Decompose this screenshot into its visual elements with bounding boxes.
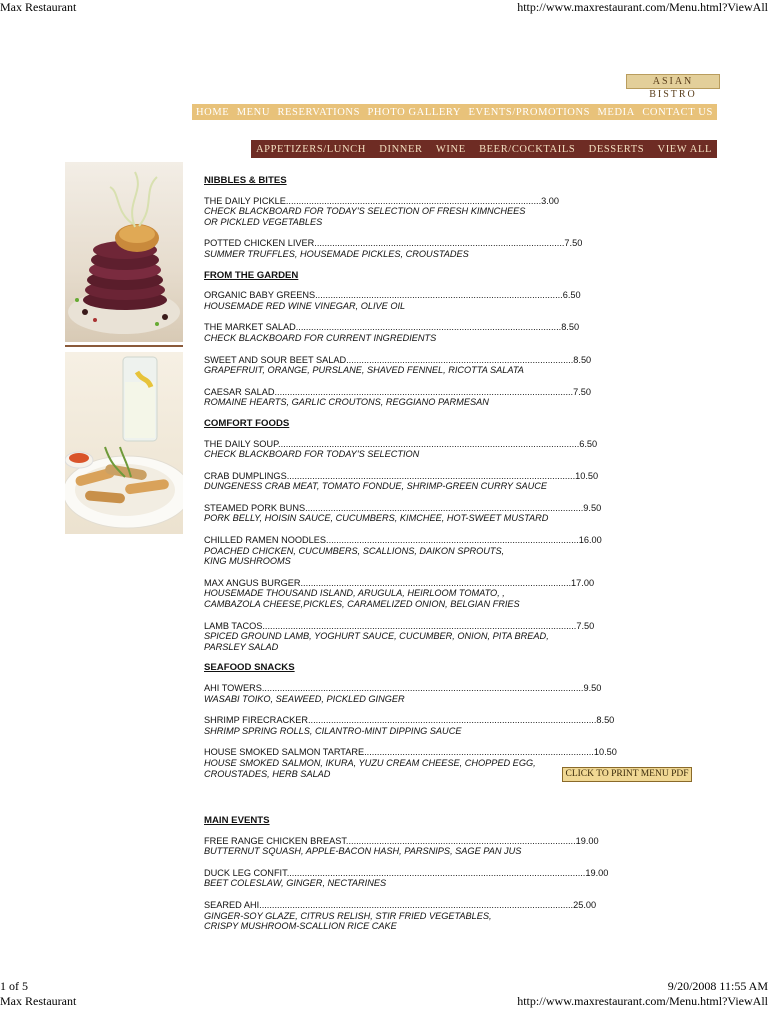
subnav-appetizers-lunch[interactable]: APPETIZERS/LUNCH [256, 143, 366, 155]
menu-item [204, 503, 624, 524]
menu-item [204, 535, 624, 567]
item-name-price: HOUSE SMOKED SALMON TARTARE..........................................................................................10.50 [204, 747, 617, 758]
menu-item [204, 868, 624, 889]
section-title: MAIN EVENTS [204, 815, 270, 826]
print-footer-title: Max Restaurant [0, 994, 77, 1008]
item-description: BEET COLESLAW, GINGER, NECTARINES [204, 878, 387, 889]
menu-item [204, 900, 624, 932]
item-description: HOUSEMADE THOUSAND ISLAND, ARUGULA, HEIRLOOM TOMATO, , [204, 588, 505, 599]
item-name-price: FREE RANGE CHICKEN BREAST..........................................................................................19.00 [204, 835, 599, 846]
item-name-price: AHI TOWERS..............................................................................................................................9.50 [204, 683, 602, 693]
item-description: CAMBAZOLA CHEESE,PICKLES, CARAMELIZED ONION, BELGIAN FRIES [204, 599, 520, 610]
menu-item [204, 578, 624, 610]
subnav-view-all[interactable]: VIEW ALL [657, 143, 712, 155]
item-name-price: SEARED AHI...........................................................................................................................25.00 [204, 899, 597, 910]
item-description: DUNGENESS CRAB MEAT, TOMATO FONDUE, SHRIMP-GREEN CURRY SAUCE [204, 481, 548, 492]
section-title: NIBBLES & BITES [204, 175, 287, 186]
menu-item [204, 471, 624, 492]
subnav-beer-cocktails[interactable]: BEER/COCKTAILS [479, 143, 576, 155]
menu-item [204, 683, 624, 704]
nav-reservations[interactable]: RESERVATIONS [277, 106, 361, 118]
item-description: CROUSTADES, HERB SALAD [204, 768, 331, 779]
nav-media[interactable]: MEDIA [597, 106, 635, 118]
item-description: WASABI TOIKO, SEAWEED, PICKLED GINGER [204, 693, 405, 704]
item-description: CHECK BLACKBOARD FOR TODAY'S SELECTION [204, 449, 420, 460]
menu-item [204, 387, 624, 408]
item-name-price: STEAMED PORK BUNS.............................................................................................................9.50 [204, 502, 602, 513]
item-name-price: THE DAILY SOUP......................................................................................................................6.50 [204, 438, 598, 449]
item-name-price: CHILLED RAMEN NOODLES...................................................................................................16.00 [204, 535, 602, 546]
item-name-price: THE MARKET SALAD........................................................................................................8.50 [204, 322, 580, 333]
item-name-price: SHRIMP FIRECRACKER.................................................................................................................8.50 [204, 715, 615, 726]
item-description: HOUSEMADE RED WINE VINEGAR, OLIVE OIL [204, 300, 406, 311]
main-nav [192, 104, 717, 120]
item-description: CRISPY MUSHROOM-SCALLION RICE CAKE [204, 921, 397, 932]
nav-contact-us[interactable]: CONTACT US [642, 106, 713, 118]
item-description: PARSLEY SALAD [204, 641, 279, 652]
nav-home[interactable]: HOME [196, 106, 230, 118]
menu-item [204, 836, 624, 857]
nav-photo-gallery[interactable]: PHOTO GALLERY [367, 106, 462, 118]
item-name-price: SWEET AND SOUR BEET SALAD.........................................................................................8.50 [204, 354, 592, 365]
photo-divider [65, 345, 183, 347]
item-name-price: THE DAILY PICKLE....................................................................................................3.00 [204, 195, 560, 206]
main-events-content [204, 816, 624, 943]
subnav-dinner[interactable]: DINNER [379, 143, 423, 155]
item-description: PORK BELLY, HOISIN SAUCE, CUCUMBERS, KIMCHEE, HOT-SWEET MUSTARD [204, 513, 549, 524]
item-description: OR PICKLED VEGETABLES [204, 216, 323, 227]
item-description: CHECK BLACKBOARD FOR CURRENT INGREDIENTS [204, 332, 437, 343]
item-name-price: ORGANIC BABY GREENS.................................................................................................6.50 [204, 290, 581, 301]
item-name-price: CRAB DUMPLINGS.................................................................................................................10.50 [204, 470, 599, 481]
item-description: GINGER-SOY GLAZE, CITRUS RELISH, STIR FRIED VEGETABLES, [204, 910, 492, 921]
menu-item [204, 355, 624, 376]
print-footer-page-count: 1 of 5 [0, 979, 28, 993]
item-description: GRAPEFRUIT, ORANGE, PURSLANE, SHAVED FENNEL, RICOTTA SALATA [204, 365, 524, 376]
item-description: POACHED CHICKEN, CUCUMBERS, SCALLIONS, DAIKON SPROUTS, [204, 545, 505, 556]
item-name-price: LAMB TACOS...........................................................................................................................7.50 [204, 620, 595, 631]
menu-item [204, 715, 624, 736]
nav-events-promotions[interactable]: EVENTS/PROMOTIONS [468, 106, 591, 118]
menu-sub-nav [251, 140, 717, 158]
item-description: HOUSE SMOKED SALMON, IKURA, YUZU CREAM CHEESE, CHOPPED EGG, [204, 757, 536, 768]
item-description: ROMAINE HEARTS, GARLIC CROUTONS, REGGIANO PARMESAN [204, 397, 489, 408]
item-description: SPICED GROUND LAMB, YOGHURT SAUCE, CUCUMBER, ONION, PITA BREAD, [204, 631, 549, 642]
section-title: COMFORT FOODS [204, 417, 290, 429]
menu-item [204, 439, 624, 460]
print-menu-pdf-button[interactable]: CLICK TO PRINT MENU PDF [562, 767, 692, 782]
subnav-desserts[interactable]: DESSERTS [588, 143, 645, 155]
subnav-wine[interactable]: WINE [435, 143, 466, 155]
item-name-price: CAESAR SALAD.....................................................................................................................7.50 [204, 386, 591, 397]
food-photo-beet-stack [65, 162, 183, 342]
item-description: KING MUSHROOMS [204, 556, 291, 567]
nav-menu[interactable]: MENU [236, 106, 271, 118]
print-header-title: Max Restaurant [0, 0, 77, 14]
section-title: SEAFOOD SNACKS [204, 662, 295, 674]
menu-content [204, 176, 624, 790]
print-header-url: http://www.maxrestaurant.com/Menu.html?ViewAll [517, 0, 768, 14]
menu-item [204, 747, 624, 779]
menu-item [204, 238, 624, 259]
menu-item [204, 621, 624, 653]
menu-item [204, 322, 624, 343]
asian-bistro-badge: ASIAN BISTRO [626, 74, 720, 89]
print-footer-datetime: 9/20/2008 11:55 AM [667, 979, 768, 993]
item-name-price: MAX ANGUS BURGER..........................................................................................................17.00 [204, 577, 595, 588]
section-title: FROM THE GARDEN [204, 269, 299, 281]
item-description: SHRIMP SPRING ROLLS, CILANTRO-MINT DIPPING SAUCE [204, 725, 462, 736]
item-name-price: DUCK LEG CONFIT.....................................................................................................................19.00 [204, 867, 609, 878]
menu-item [204, 196, 624, 228]
menu-item [204, 290, 624, 311]
item-description: CHECK BLACKBOARD FOR TODAY'S SELECTION OF FRESH KIMNCHEES [204, 206, 526, 217]
item-name-price: POTTED CHICKEN LIVER..................................................................................................7.50 [204, 238, 583, 249]
food-photo-spring-rolls [65, 352, 183, 534]
print-footer-url: http://www.maxrestaurant.com/Menu.html?ViewAll [517, 994, 768, 1008]
item-description: SUMMER TRUFFLES, HOUSEMADE PICKLES, CROUSTADES [204, 248, 469, 259]
item-description: BUTTERNUT SQUASH, APPLE-BACON HASH, PARSNIPS, SAGE PAN JUS [204, 846, 522, 857]
